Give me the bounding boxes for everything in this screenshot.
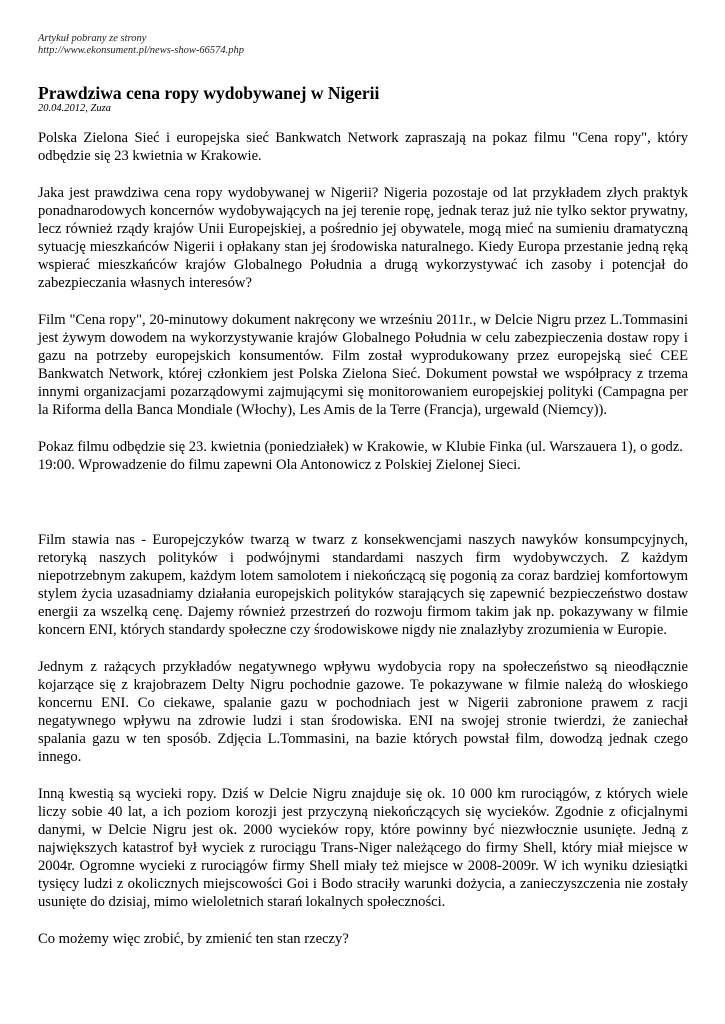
paragraph-intro: Polska Zielona Sieć i europejska sieć Bankwatch Network zapraszają na pokaz filmu "Cena ropy", który odbędzie się 23 kwietnia w Krakowie.: [38, 130, 688, 164]
article-date-author: 20.04.2012, Zuza: [38, 103, 111, 114]
paragraph-closing-question: Co możemy więc zrobić, by zmienić ten stan rzeczy?: [38, 931, 349, 947]
paragraph-question: Jaka jest prawdziwa cena ropy wydobywanej w Nigerii? Nigeria pozostaje od lat przykładem złych praktyk ponadnarodowych koncernów wydobywających na jej terenie ropę, jednak teraz już nie tylko sektor prywatny, lecz również rządy krajów Unii Europejskiej, a pośrednio jej obywatele, mogą mieć na sumieniu dramatyczną sytuację mieszkańców Nigerii i opłakany stan jej środowiska naturalnego. Kiedy Europa przestanie jedną ręką wspierać mieszkańców krajów Globalnego Południa a drugą wykorzystywać ich zasoby i potencjał do zabezpieczania własnych interesów?: [38, 185, 688, 291]
spacer: [38, 493, 688, 531]
source-url: http://www.ekonsument.pl/news-show-66574.php: [38, 45, 245, 56]
document-page: [38, 33, 688, 967]
article-title: Prawdziwa cena ropy wydobywanej w Nigerii: [38, 83, 380, 103]
paragraph-gas-flares: Jednym z rażących przykładów negatywnego wpływu wydobycia ropy na społeczeństwo są nieodłącznie kojarzące się z krajobrazem Delty Nigru pochodnie gazowe. Te pokazywane w filmie należą do włoskiego koncernu ENI. Co ciekawe, spalanie gazu w pochodniach jest w Nigerii zabronione prawem z racji negatywnego wpływu na zdrowie ludzi i stan środowiska. ENI na swojej stronie twierdzi, że zaniechał spalania gazu w ten sposób. Zdjęcia L.Tommasini, na bazie których powstał film, dowodzą jednak czego innego.: [38, 659, 688, 765]
paragraph-consumption: Film stawia nas - Europejczyków twarzą w twarz z konsekwencjami naszych nawyków konsumpcyjnych, retoryką naszych polityków i podwójnymi standardami naszych firm wydobywczych. Z każdym niepotrzebnym zakupem, każdym lotem samolotem i niekończącą się pogonią za coraz bardziej komfortowym stylem życia uzasadniamy działania europejskich polityków starających się zapewnić bezpieczeństwo dostaw energii za wszelką cenę. Dajemy również przestrzeń do rozwoju firmom takim jak np. pokazywany w filmie koncern ENI, których standardy społeczne czy środowiskowe nigdy nie znalazłyby zrozumienia w Europie.: [38, 532, 688, 638]
article-body: [38, 129, 688, 948]
paragraph-oil-spills: Inną kwestią są wycieki ropy. Dziś w Delcie Nigru znajduje się ok. 10 000 km rurociągów, z których wiele liczy sobie 40 lat, a ich poziom korozji jest przyczyną niekończących się wycieków. Zgodnie z oficjalnymi danymi, w Delcie Nigru jest ok. 2000 wycieków ropy, które powinny być niezwłocznie usunięte. Jedną z największych katastrof był wyciek z rurociągu Trans-Niger należącego do firmy Shell, który miał miejsce w 2004r. Ogromne wycieki z rurociągów firmy Shell miały też miejsce w 2008-2009r. W ich wyniku dziesiątki tysięcy ludzi z okolicznych miejscowości Goi i Bodo straciły warunki dożycia, a zanieczyszczenia nie zostały usunięte do dzisiaj, mimo wieloletnich starań lokalnych społeczności.: [38, 786, 688, 910]
paragraph-screening-info: Pokaz filmu odbędzie się 23. kwietnia (poniedziałek) w Krakowie, w Klubie Finka (ul. Warszauera 1), o godz. 19:00. Wprowadzenie do filmu zapewni Ola Antonowicz z Polskiej Zielonej Sieci.: [38, 439, 683, 473]
source-info: [38, 33, 688, 57]
source-label: Artykuł pobrany ze strony: [38, 33, 147, 44]
paragraph-film-description: Film "Cena ropy", 20-minutowy dokument nakręcony we wrześniu 2011r., w Delcie Nigru przez L.Tommasini jest żywym dowodem na wykorzystywanie krajów Globalnego Południa w celu zabezpieczenia dostaw ropy i gazu na potrzeby europejskich konsumentów. Film został wyprodukowany przez europejską sieć CEE Bankwatch Network, której członkiem jest Polska Zielona Sieć. Dokument powstał we współpracy z trzema innymi organizacjami pozarządowymi zajmującymi się monitorowaniem europejskiej polityki (Campagna per la Riforma della Banca Mondiale (Włochy), Les Amis de la Terre (Francja), urgewald (Niemcy)).: [38, 312, 688, 418]
